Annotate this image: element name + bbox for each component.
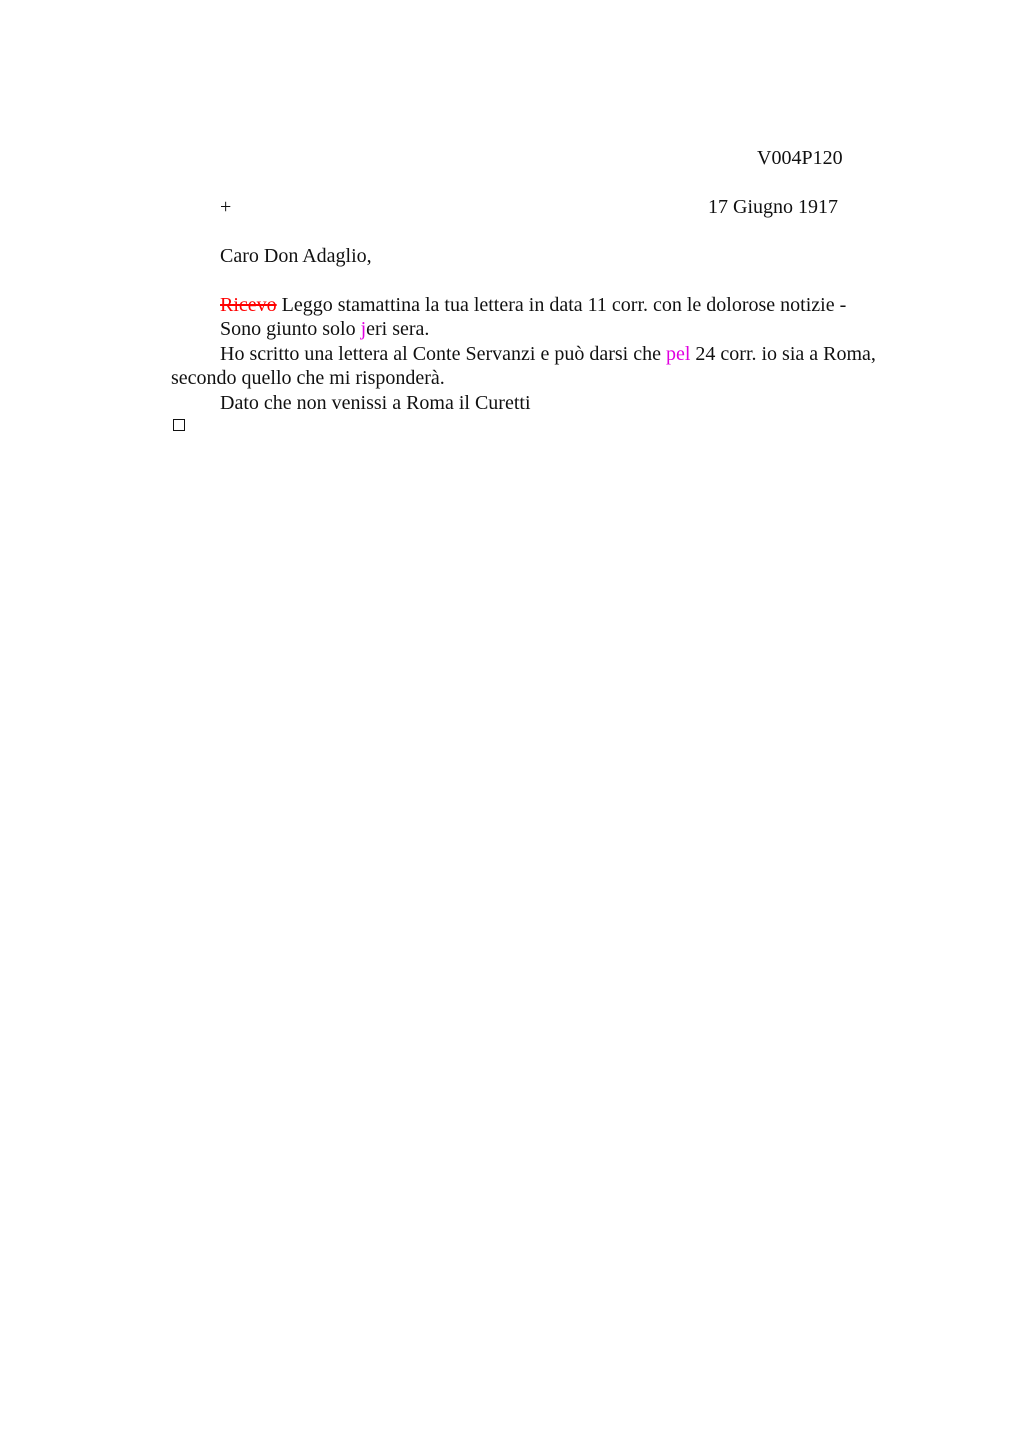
paragraph-2 [220, 317, 429, 341]
paragraph-1-text: Leggo stamattina la tua lettera in data 11 corr. con le dolorose notizie - [276, 294, 847, 316]
paragraph-2-before: Sono giunto solo [220, 318, 361, 340]
paragraph-2-correction: j [360, 318, 367, 340]
cross-mark: + [220, 196, 232, 218]
deleted-word: Ricevo [220, 294, 277, 316]
paragraph-3-correction: pel [665, 343, 691, 365]
empty-square-icon [173, 419, 185, 431]
salutation: Caro Don Adaglio, [220, 245, 372, 267]
paragraph-2-after: eri sera. [366, 318, 430, 340]
paragraph-3 [220, 342, 876, 366]
paragraph-3-before: Ho scritto una lettera al Conte Servanzi e può darsi che [220, 343, 666, 365]
paragraph-4: Dato che non venissi a Roma il Curetti [220, 392, 531, 414]
paragraph-3-after: 24 corr. io sia a Roma, [690, 343, 876, 365]
paragraph-1 [220, 293, 846, 317]
document-reference: V004P120 [757, 147, 843, 169]
letter-date: 17 Giugno 1917 [708, 196, 838, 218]
paragraph-3-continued: secondo quello che mi risponderà. [171, 367, 445, 389]
